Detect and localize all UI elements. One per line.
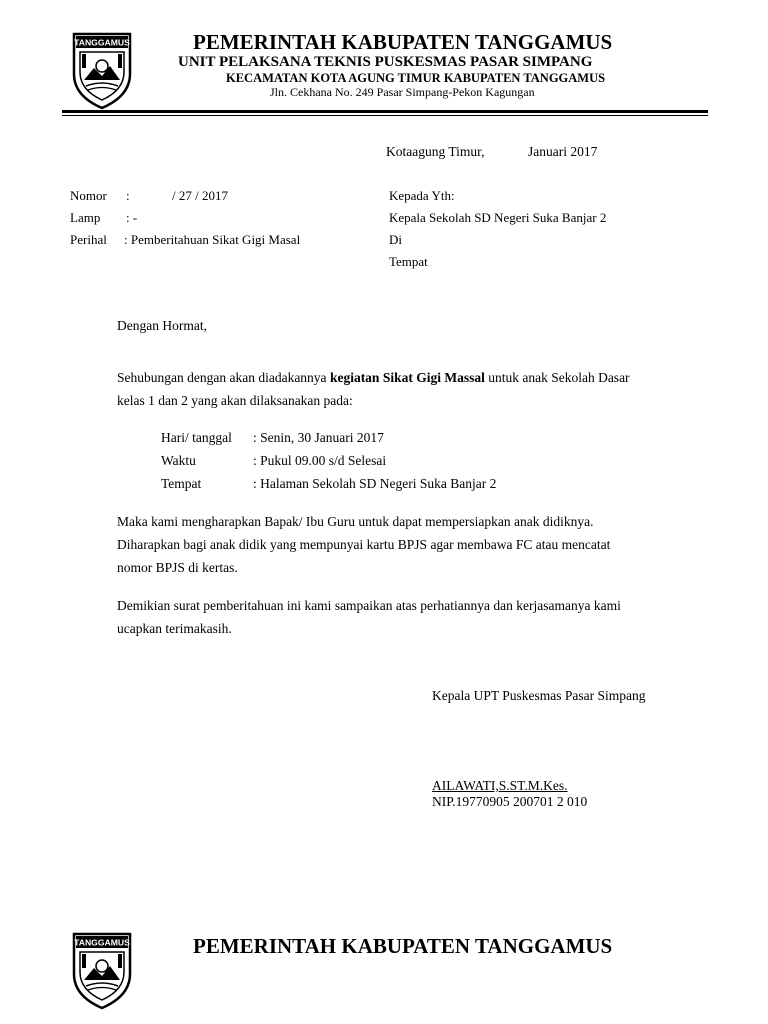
logo-text-bottom: TANGGAMUS (74, 937, 130, 948)
header-district: KECAMATAN KOTA AGUNG TIMUR KABUPATEN TANGGAMUS (226, 71, 606, 85)
header-address: Jln. Cekhana No. 249 Pasar Simpang-Pekon Kagungan (270, 85, 535, 99)
header-unit: UNIT PELAKSANA TEKNIS PUSKESMAS PASAR SIMPANG (178, 54, 593, 70)
p1-pre: Sehubungan dengan akan diadakannya (117, 370, 330, 385)
nomor-label: Nomor (70, 188, 107, 203)
schedule-value-time: : Pukul 09.00 s/d Selesai (253, 453, 387, 468)
letter-date: Januari 2017 (528, 144, 598, 159)
recipient-line-4: Tempat (389, 254, 428, 269)
signature-name: AILAWATI,S.ST.M.Kes. (432, 778, 568, 793)
paragraph-2-line-3: nomor BPJS di kertas. (117, 560, 238, 575)
tanggamus-logo-bottom (68, 930, 136, 1010)
schedule-label-place: Tempat (161, 476, 202, 491)
lamp-value: : - (126, 210, 138, 225)
signature-title: Kepala UPT Puskesmas Pasar Simpang (432, 688, 646, 703)
paragraph-2-line-1: Maka kami mengharapkan Bapak/ Ibu Guru untuk dapat mempersiapkan anak didiknya. (117, 514, 594, 529)
greeting: Dengan Hormat, (117, 318, 207, 333)
schedule-label-time: Waktu (161, 453, 196, 468)
paragraph-1-line-2: kelas 1 dan 2 yang akan dilaksanakan pada: (117, 393, 353, 408)
schedule-value-place: : Halaman Sekolah SD Negeri Suka Banjar 2 (253, 476, 497, 491)
letter-place: Kotaagung Timur, (386, 144, 485, 159)
recipient-line-3: Di (389, 232, 402, 247)
recipient-line-1: Kepada Yth: (389, 188, 455, 203)
nomor-colon: : (126, 188, 130, 203)
paragraph-3-line-2: ucapkan terimakasih. (117, 621, 232, 636)
lamp-label: Lamp (70, 210, 101, 225)
header-rule-thick (62, 110, 708, 113)
perihal-value: : Pemberitahuan Sikat Gigi Masal (124, 232, 301, 247)
logo-text: TANGGAMUS (74, 37, 130, 48)
paragraph-3-line-1: Demikian surat pemberitahuan ini kami sampaikan atas perhatiannya dan kerjasamanya kami (117, 598, 621, 613)
header-government: PEMERINTAH KABUPATEN TANGGAMUS (193, 30, 613, 54)
paragraph-1-line-1 (117, 370, 630, 386)
schedule-value-day: : Senin, 30 Januari 2017 (253, 430, 384, 445)
tanggamus-logo (68, 30, 136, 110)
perihal-label: Perihal (70, 232, 107, 247)
header-rule-thin (62, 115, 708, 116)
footer-header-government: PEMERINTAH KABUPATEN TANGGAMUS (193, 934, 613, 958)
nomor-value: / 27 / 2017 (172, 188, 228, 203)
paragraph-2-line-2: Diharapkan bagi anak didik yang mempunyai kartu BPJS agar membawa FC atau mencatat (117, 537, 611, 552)
p1-post: untuk anak Sekolah Dasar (484, 370, 630, 385)
signature-nip: NIP.19770905 200701 2 010 (432, 794, 588, 809)
p1-bold: kegiatan Sikat Gigi Massal (329, 370, 485, 385)
recipient-line-2: Kepala Sekolah SD Negeri Suka Banjar 2 (389, 210, 607, 225)
schedule-label-day: Hari/ tanggal (161, 430, 232, 445)
